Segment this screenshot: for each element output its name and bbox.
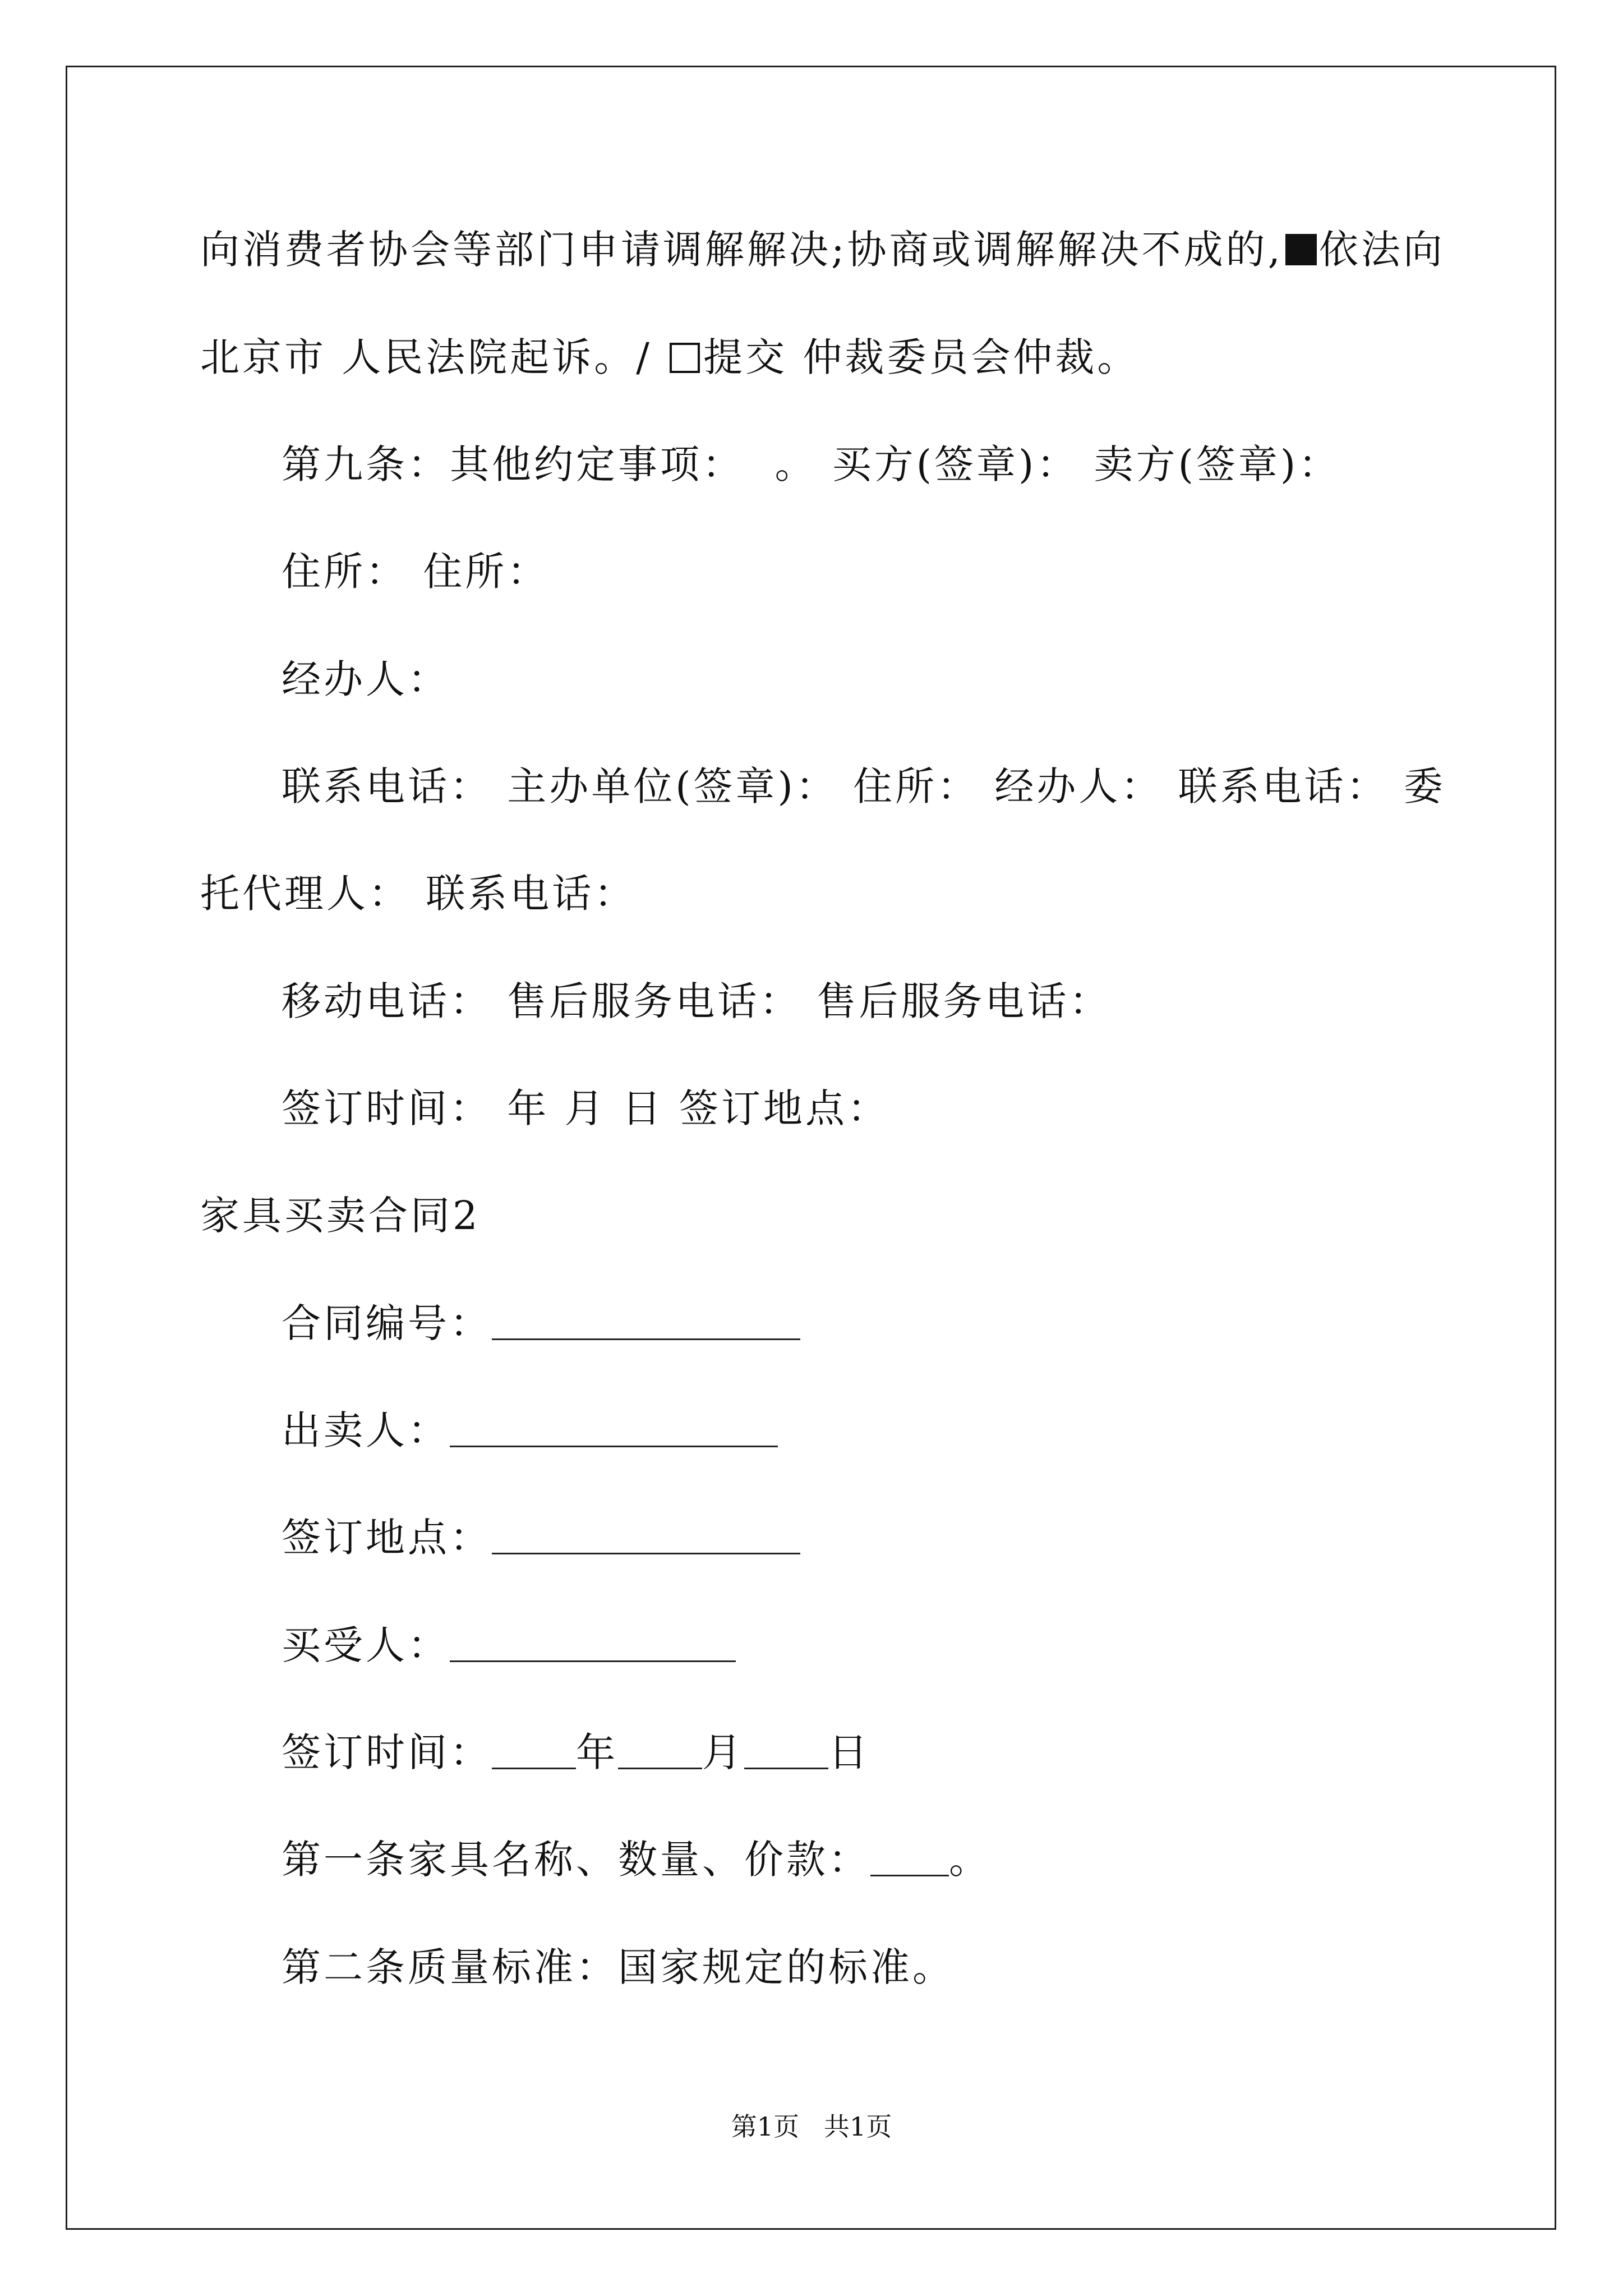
seller-line [282,1407,778,1453]
year-label: 年 [576,1729,618,1775]
page-footer: 第1页 共1页 [731,2111,892,2142]
signing-date-line [282,1729,870,1775]
label: 出卖人： [282,1407,450,1453]
day-blank [744,1734,828,1769]
signing-time-place-line: 签订时间： 年 月 日 签订地点： [282,1085,890,1131]
clause-two-line: 第二条质量标准：国家规定的标准。 [282,1944,955,1990]
text: 依法向 [1318,227,1445,273]
phone-line: 移动电话： 售后服务电话： 售后服务电话： [282,978,1112,1024]
text: 向消费者协会等部门申请调解解决;协商或调解解决不成的, [200,227,1283,273]
label: 合同编号： [282,1300,492,1346]
day-label: 日 [828,1729,870,1775]
handler-line: 经办人： [282,656,450,702]
paragraph-line-2 [200,334,1140,380]
checked-box-icon [1285,234,1317,265]
seller-blank [450,1412,778,1447]
price-blank [870,1841,949,1876]
agent-line: 托代理人： 联系电话： [200,871,637,917]
text: 。 [949,1837,991,1883]
label: 买受人： [282,1622,450,1668]
text: 北京市 人民法院起诉。/ [200,334,668,380]
contract-number-blank [492,1305,800,1340]
signing-place-line [282,1515,800,1561]
buyer-blank [450,1627,736,1662]
text: 提交 仲裁委员会仲裁。 [703,334,1140,380]
contract-number-line [282,1300,800,1346]
contact-line: 联系电话： 主办单位(签章)： 住所： 经办人： 联系电话： 委 [282,763,1446,809]
text: 第一条家具名称、数量、价款： [282,1837,870,1883]
year-blank [492,1734,576,1769]
label: 签订时间： [282,1729,492,1775]
month-blank [618,1734,702,1769]
buyer-line [282,1622,736,1668]
paragraph-line-1 [200,227,1445,273]
clause-one-line [282,1837,991,1883]
unchecked-box-icon [670,343,700,373]
address-line: 住所： 住所： [282,549,550,595]
section-title: 家具买卖合同2 [200,1193,481,1239]
page-border [66,66,1556,2230]
clause-nine-line: 第九条：其他约定事项： 。 买方(签章)： 卖方(签章)： [282,441,1341,487]
signing-place-blank [492,1519,800,1554]
month-label: 月 [702,1729,744,1775]
label: 签订地点： [282,1515,492,1561]
